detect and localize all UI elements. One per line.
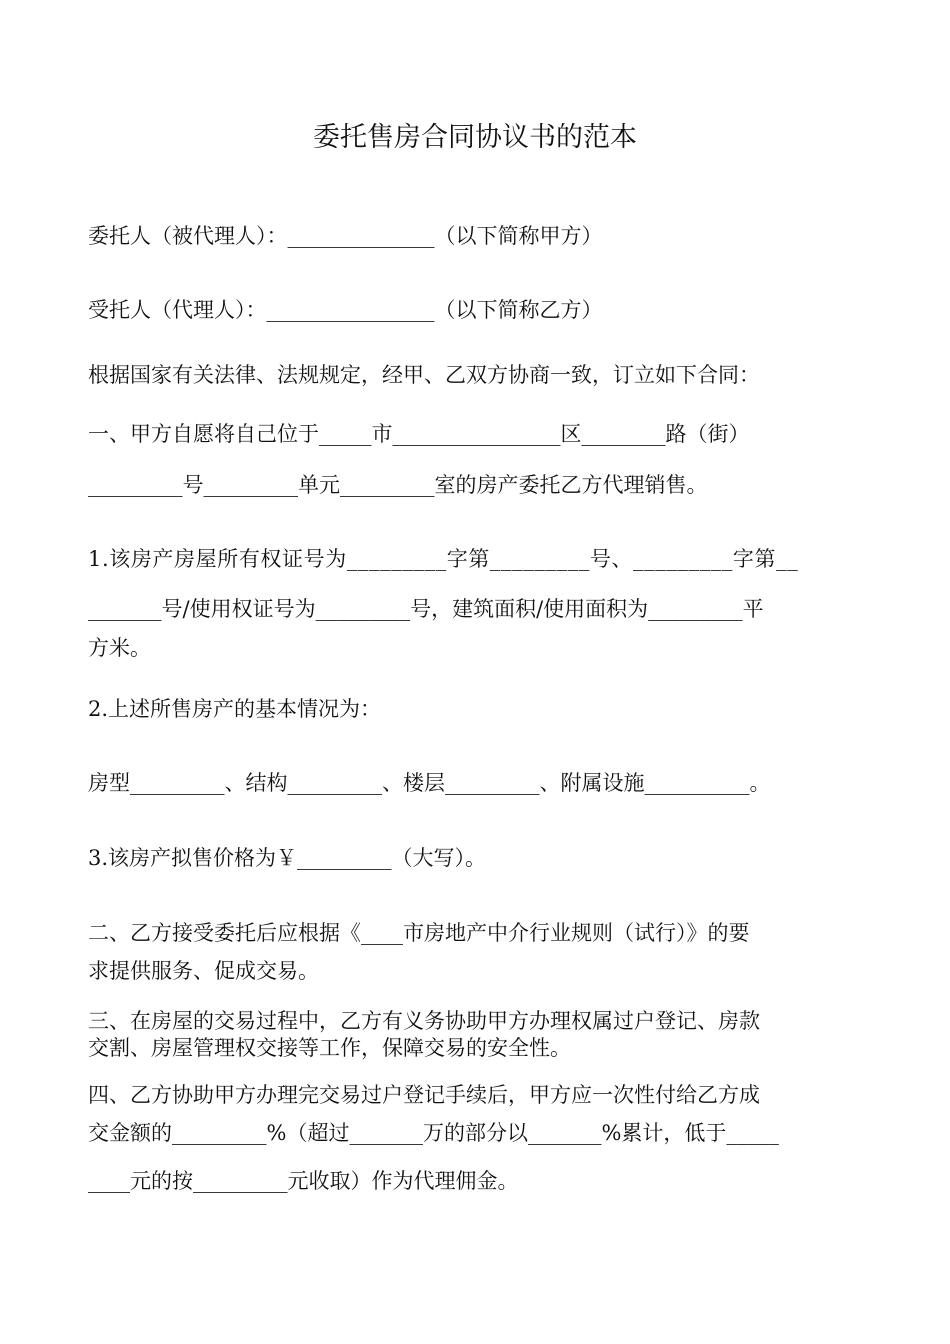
clause-four-line-2: 交金额的_________%（超过_______万的部分以_______%累计，低于_____ [88, 1121, 779, 1145]
clause-three-line-2: 交割、房屋管理权交接等工作，保障交易的安全性。 [88, 1036, 571, 1060]
clause-two-line-2: 求提供服务、促成交易。 [88, 959, 319, 983]
item-2-details: 房型_________、结构_________、楼层_________、附属设施__________。 [88, 771, 771, 795]
item-3-price: 3.该房产拟售价格为￥_________（大写）。 [88, 846, 487, 870]
clause-four-line-3: ____元的按_________元收取）作为代理佣金。 [88, 1169, 519, 1193]
document-title: 委托售房合同协议书的范本 [313, 122, 637, 153]
item-1-line-1: 1.该房产房屋所有权证号为_________字第_________号、_________字第__ [88, 547, 799, 571]
clause-four-line-1: 四、乙方协助甲方办理完交易过户登记手续后，甲方应一次性付给乙方成 [88, 1083, 760, 1107]
clause-agent: 受托人（代理人）：________________（以下简称乙方） [88, 298, 603, 322]
clause-one-line-1: 一、甲方自愿将自己位于_____市________________区________路（街） [88, 422, 750, 446]
item-1-line-3: 方米。 [88, 636, 151, 660]
item-1-line-2: _______号/使用权证号为_________号，建筑面积/使用面积为_________平 [88, 597, 764, 621]
clause-one-line-2: _________号_________单元_________室的房产委托乙方代理销售。 [88, 473, 708, 497]
clause-two-line-1: 二、乙方接受委托后应根据《____市房地产中介行业规则（试行）》的要 [88, 921, 750, 945]
clause-three-line-1: 三、在房屋的交易过程中，乙方有义务协助甲方办理权属过户登记、房款 [88, 1009, 760, 1033]
clause-principal: 委托人（被代理人）：______________（以下简称甲方） [88, 224, 603, 248]
item-2-line-1: 2.上述所售房产的基本情况为： [88, 697, 382, 721]
clause-preamble: 根据国家有关法律、法规规定，经甲、乙双方协商一致，订立如下合同： [88, 363, 760, 387]
